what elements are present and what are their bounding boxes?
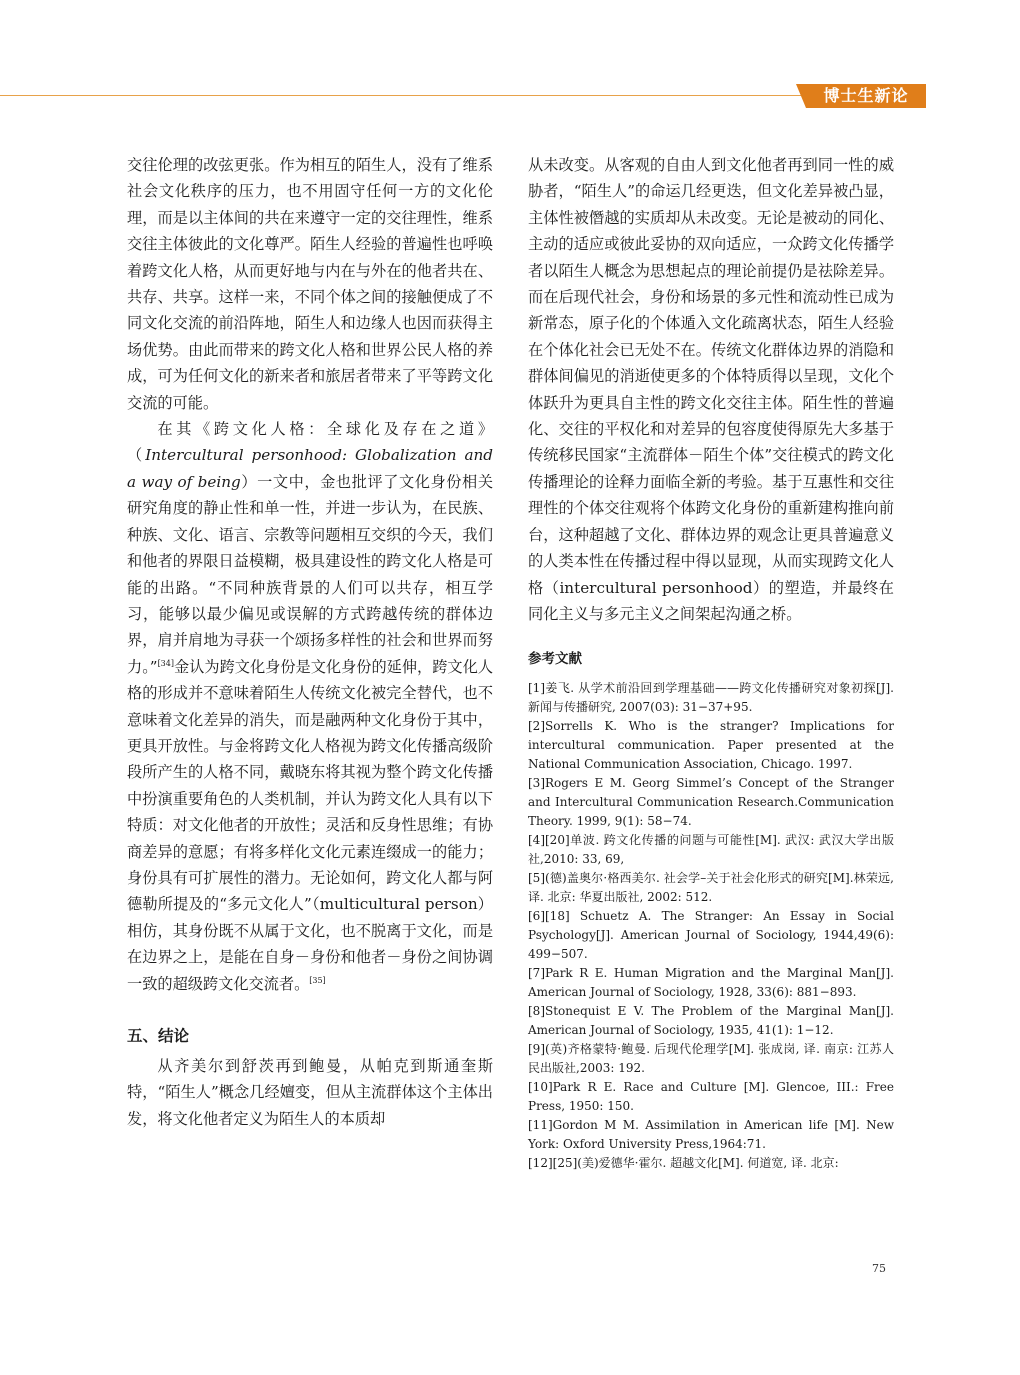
reference-item: [5](德)盖奥尔·格西美尔. 社会学–关于社会化形式的研究[M].林荣远, 译. 北京: 华夏出版社, 2002: 512. (528, 871, 894, 905)
reference-list (528, 679, 894, 1173)
reference-item: [4][20]单波. 跨文化传播的问题与可能性[M]. 武汉: 武汉大学出版社,2010: 33, 69, (528, 833, 894, 867)
paragraph: 从未改变。从客观的自由人到文化他者再到同一性的威胁者，“陌生人”的命运几经更迭，但文化差异被凸显，主体性被僭越的实质却从未改变。无论是被动的同化、主动的适应或彼此妥协的双向适应，一众跨文化传播学者以陌生人概念为思想起点的理论前提仍是祛除差异。而在后现代社会，身份和场景的多元性和流动性已成为新常态，原子化的个体遁入文化疏离状态，陌生人经验在个体化社会已无处不在。传统文化群体边界的消隐和群体间偏见的消逝使更多的个体特质得以呈现，文化个体跃升为更具自主性的跨文化交往主体。陌生性的普遍化、交往的平权化和对差异的包容度使得原先大多基于传统移民国家“主流群体－陌生个体”交往模式的跨文化传播理论的诠释力面临全新的考验。基于互惠性和交往理性的个体交往观将个体跨文化身份的重新建构推向前台，这种超越了文化、群体边界的观念让更具普遍意义的人类本性在传播过程中得以显现，从而实现跨文化人格（intercultural personhood）的塑造，并最终在同化主义与多元主义之间架起沟通之桥。 (528, 156, 894, 623)
reference-item: [10]Park R E. Race and Culture [M]. Glencoe, III.: Free Press, 1950: 150. (528, 1080, 894, 1114)
references-heading: 参考文献 (528, 651, 582, 668)
citation: [35] (309, 975, 326, 985)
text-span: 金认为跨文化身份是文化身份的延伸，跨文化人格的形成并不意味着陌生人传统文化被完全替代，也不意味着文化差异的消失，而是融两种文化身份于其中，更具开放性。与金将跨文化人格视为跨文化传播高级阶段所产生的人格不同，戴晓东将其视为整个跨文化传播中扮演重要角色的人类机制，并认为跨文化人具有以下特质：对文化他者的开放性；灵活和反身性思维；有协商差异的意愿；有将多样化文化元素连缀成一的能力；身份具有可扩展性的潜力。无论如何，跨文化人都与阿德勒所提及的“多元文化人”（multicultural person）相仿，其身份既不从属于文化，也不脱离于文化，而是在边界之上，是能在自身－身份和他者－身份之间协调一致的超级跨文化交流者。 (127, 657, 494, 993)
text-span: ）一文中，金也批评了文化身份相关研究角度的静止性和单一性，并进一步认为，在民族、种族、文化、语言、宗教等问题相互交织的今天，我们和他者的界限日益模糊，极具建设性的跨文化人格是可能的出路。“不同种族背景的人们可以共存，相互学习，能够以最少偏见或误解的方式跨越传统的群体边界，肩并肩地为寻获一个颂扬多样性的社会和世界而努力。” (127, 472, 493, 676)
reference-item: [7]Park R E. Human Migration and the Marginal Man[J]. American Journal of Sociology, 1928, 33(6): 881−893. (528, 966, 894, 1000)
reference-item: [1]姜飞. 从学术前沿回到学理基础——跨文化传播研究对象初探[J]. 新闻与传播研究, 2007(03): 31−37+95. (528, 681, 894, 715)
reference-item: [9](英)齐格蒙特·鲍曼. 后现代伦理学[M]. 张成岗, 译. 南京: 江苏人民出版社,2003: 192. (528, 1042, 894, 1076)
citation: [34] (157, 658, 174, 668)
right-column (528, 152, 894, 1173)
paragraph: 交往伦理的改弦更张。作为相互的陌生人，没有了维系社会文化秩序的压力，也不用固守任何一方的文化伦理，而是以主体间的共在来遵守一定的交往理性，维系交往主体彼此的文化尊严。陌生人经验的普遍性也呼唤着跨文化人格，从而更好地与内在与外在的他者共在、共存、共享。这样一来，不同个体之间的接触便成了不同文化交流的前沿阵地，陌生人和边缘人也因而获得主场优势。由此而带来的跨文化人格和世界公民人格的养成，可为任何文化的新来者和旅居者带来了平等跨文化交流的可能。 (127, 156, 493, 412)
page-number: 75 (872, 1262, 886, 1275)
reference-item: [3]Rogers E M. Georg Simmel’s Concept of the Stranger and Intercultural Communication Research.Communication Theory. 1999, 9(1): 58−74. (528, 776, 894, 829)
paragraph: 从齐美尔到舒茨再到鲍曼，从帕克到斯通奎斯特，“陌生人”概念几经嬗变，但从主流群体这个主体出发，将文化他者定义为陌生人的本质却 (127, 1057, 493, 1128)
reference-item: [6][18] Schuetz A. The Stranger: An Essay in Social Psychology[J]. American Journal of Sociology, 1944,49(6): 499−507. (528, 909, 894, 962)
reference-item: [2]Sorrells K. Who is the stranger? Implications for intercultural communication. Paper presented at the National Communication Association, Chicago. 1997. (528, 719, 894, 772)
paragraph (127, 416, 493, 997)
header-rule (0, 95, 920, 96)
reference-item: [12][25](美)爱德华·霍尔. 超越文化[M]. 何道宽, 译. 北京: (528, 1156, 839, 1171)
left-column (127, 152, 493, 1132)
reference-item: [8]Stonequist E V. The Problem of the Marginal Man[J]. American Journal of Sociology, 1935, 41(1): 1−12. (528, 1004, 894, 1038)
reference-item: [11]Gordon M M. Assimilation in American life [M]. New York: Oxford University Press,1964:71. (528, 1118, 894, 1152)
section-heading: 五、结论 (127, 1027, 190, 1045)
text-span: 在其《跨文化人格：全球化及存在之道》（ (127, 420, 493, 465)
italic-title: Intercultural personhood: Globalization and a way of being (127, 446, 494, 491)
section-badge: 博士生新论 (806, 84, 926, 108)
